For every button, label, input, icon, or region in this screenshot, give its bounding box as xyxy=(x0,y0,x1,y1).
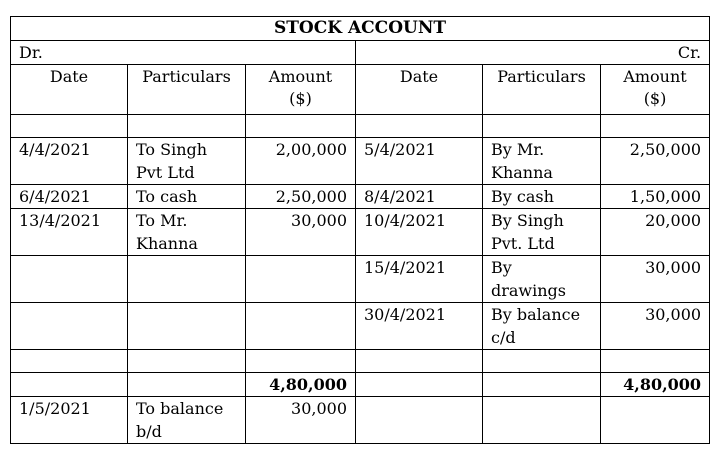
dr-date-cell: 6/4/2021 xyxy=(11,185,128,209)
dr-amount-cell xyxy=(246,303,356,350)
cr-date-cell: 8/4/2021 xyxy=(356,185,483,209)
table-row xyxy=(11,256,710,303)
column-header-row xyxy=(11,65,710,115)
cr-date-cell: 10/4/2021 xyxy=(356,209,483,256)
table-row xyxy=(11,185,710,209)
ledger-title: STOCK ACCOUNT xyxy=(11,17,710,41)
dr-particulars-header: Particulars xyxy=(128,65,246,115)
opening-particulars-cell: To balance b/d xyxy=(128,397,246,444)
cr-date-header: Date xyxy=(356,65,483,115)
cr-particulars-cell: By balance c/d xyxy=(483,303,601,350)
cr-particulars-cell: By cash xyxy=(483,185,601,209)
cr-amount-cell: 30,000 xyxy=(601,256,710,303)
dr-date-cell: 4/4/2021 xyxy=(11,138,128,185)
credit-label: Cr. xyxy=(677,43,702,62)
stock-account-ledger xyxy=(10,16,710,444)
dr-date-cell: 13/4/2021 xyxy=(11,209,128,256)
cr-particulars-cell: By Mr. Khanna xyxy=(483,138,601,185)
debit-side-label-cell xyxy=(11,41,356,65)
ledger-table xyxy=(10,16,710,444)
cr-date-cell: 5/4/2021 xyxy=(356,138,483,185)
spacer-row xyxy=(11,350,710,373)
table-row xyxy=(11,209,710,256)
credit-side-label-cell xyxy=(356,41,710,65)
cr-particulars-cell: By Singh Pvt. Ltd xyxy=(483,209,601,256)
cr-amount-cell: 2,50,000 xyxy=(601,138,710,185)
dr-amount-cell: 30,000 xyxy=(246,209,356,256)
cr-total-cell: 4,80,000 xyxy=(601,373,710,397)
dr-date-header: Date xyxy=(11,65,128,115)
cr-amount-cell: 20,000 xyxy=(601,209,710,256)
opening-balance-row xyxy=(11,397,710,444)
dr-particulars-cell: To cash xyxy=(128,185,246,209)
spacer-row xyxy=(11,115,710,138)
dr-date-cell xyxy=(11,256,128,303)
opening-amount-cell: 30,000 xyxy=(246,397,356,444)
cr-date-cell: 30/4/2021 xyxy=(356,303,483,350)
dr-date-cell xyxy=(11,303,128,350)
dr-particulars-cell: To Singh Pvt Ltd xyxy=(128,138,246,185)
dr-amount-cell: 2,00,000 xyxy=(246,138,356,185)
dr-particulars-cell xyxy=(128,256,246,303)
cr-amount-header: Amount ($) xyxy=(601,65,710,115)
cr-amount-cell: 30,000 xyxy=(601,303,710,350)
cr-particulars-cell: By drawings xyxy=(483,256,601,303)
dr-total-cell: 4,80,000 xyxy=(246,373,356,397)
table-row xyxy=(11,303,710,350)
cr-amount-cell: 1,50,000 xyxy=(601,185,710,209)
cr-date-cell: 15/4/2021 xyxy=(356,256,483,303)
dr-amount-cell: 2,50,000 xyxy=(246,185,356,209)
debit-label: Dr. xyxy=(19,43,43,62)
cr-particulars-header: Particulars xyxy=(483,65,601,115)
dr-amount-cell xyxy=(246,256,356,303)
dr-particulars-cell xyxy=(128,303,246,350)
opening-date-cell: 1/5/2021 xyxy=(11,397,128,444)
dr-amount-header: Amount ($) xyxy=(246,65,356,115)
dr-particulars-cell: To Mr. Khanna xyxy=(128,209,246,256)
table-row xyxy=(11,138,710,185)
totals-row xyxy=(11,373,710,397)
